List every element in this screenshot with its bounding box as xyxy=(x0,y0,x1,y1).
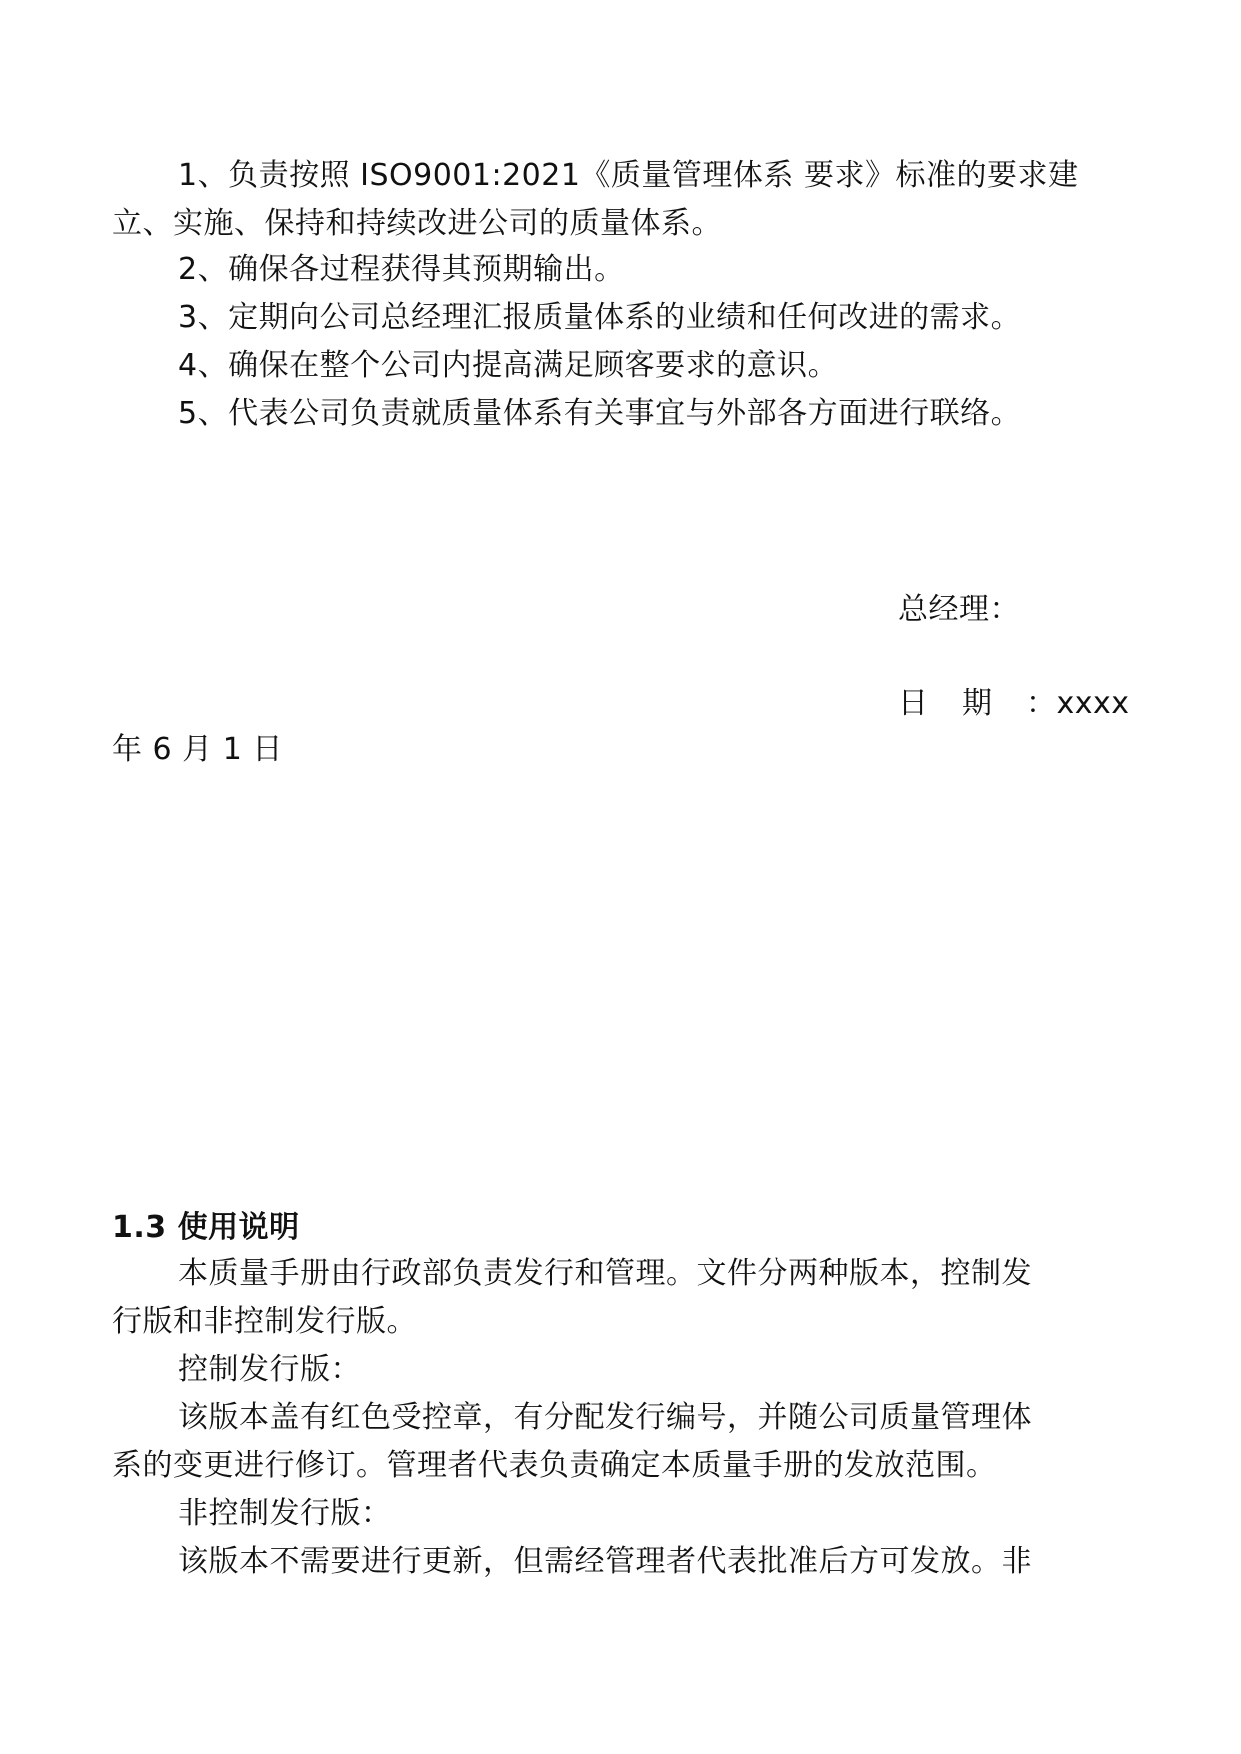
controlled-version-label: 控制发行版： xyxy=(178,1352,361,1387)
uncontrolled-version-label: 非控制发行版： xyxy=(178,1496,392,1531)
controlled-version-line-2: 系的变更进行修订。管理者代表负责确定本质量手册的发放范围。 xyxy=(112,1448,997,1483)
date-label: 日期 xyxy=(898,686,1026,721)
duty-item-5: 5、代表公司负责就质量体系有关事宜与外部各方面进行联络。 xyxy=(178,396,1022,431)
duty-item-4: 4、确保在整个公司内提高满足顾客要求的意识。 xyxy=(178,348,839,383)
duty-item-3: 3、定期向公司总经理汇报质量体系的业绩和任何改进的需求。 xyxy=(178,300,1022,335)
date-value: ：xxxx xyxy=(1026,686,1130,721)
usage-paragraph-line-2: 行版和非控制发行版。 xyxy=(112,1304,417,1339)
date-continuation: 年 6 月 1 日 xyxy=(112,732,283,767)
duty-item-1-line-2: 立、实施、保持和持续改进公司的质量体系。 xyxy=(112,206,722,241)
uncontrolled-version-line-1: 该版本不需要进行更新，但需经管理者代表批准后方可发放。非 xyxy=(178,1544,1032,1579)
usage-paragraph-line-1: 本质量手册由行政部负责发行和管理。文件分两种版本，控制发 xyxy=(178,1256,1032,1291)
duty-item-1-line-1: 1、负责按照 ISO9001:2021《质量管理体系 要求》标准的要求建 xyxy=(178,158,1079,193)
manager-signature-label: 总经理： xyxy=(898,592,1020,627)
section-heading: 1.3 使用说明 xyxy=(112,1210,300,1245)
duty-item-2: 2、确保各过程获得其预期输出。 xyxy=(178,252,625,287)
controlled-version-line-1: 该版本盖有红色受控章，有分配发行编号，并随公司质量管理体 xyxy=(178,1400,1032,1435)
date-signature-line xyxy=(898,680,1138,728)
